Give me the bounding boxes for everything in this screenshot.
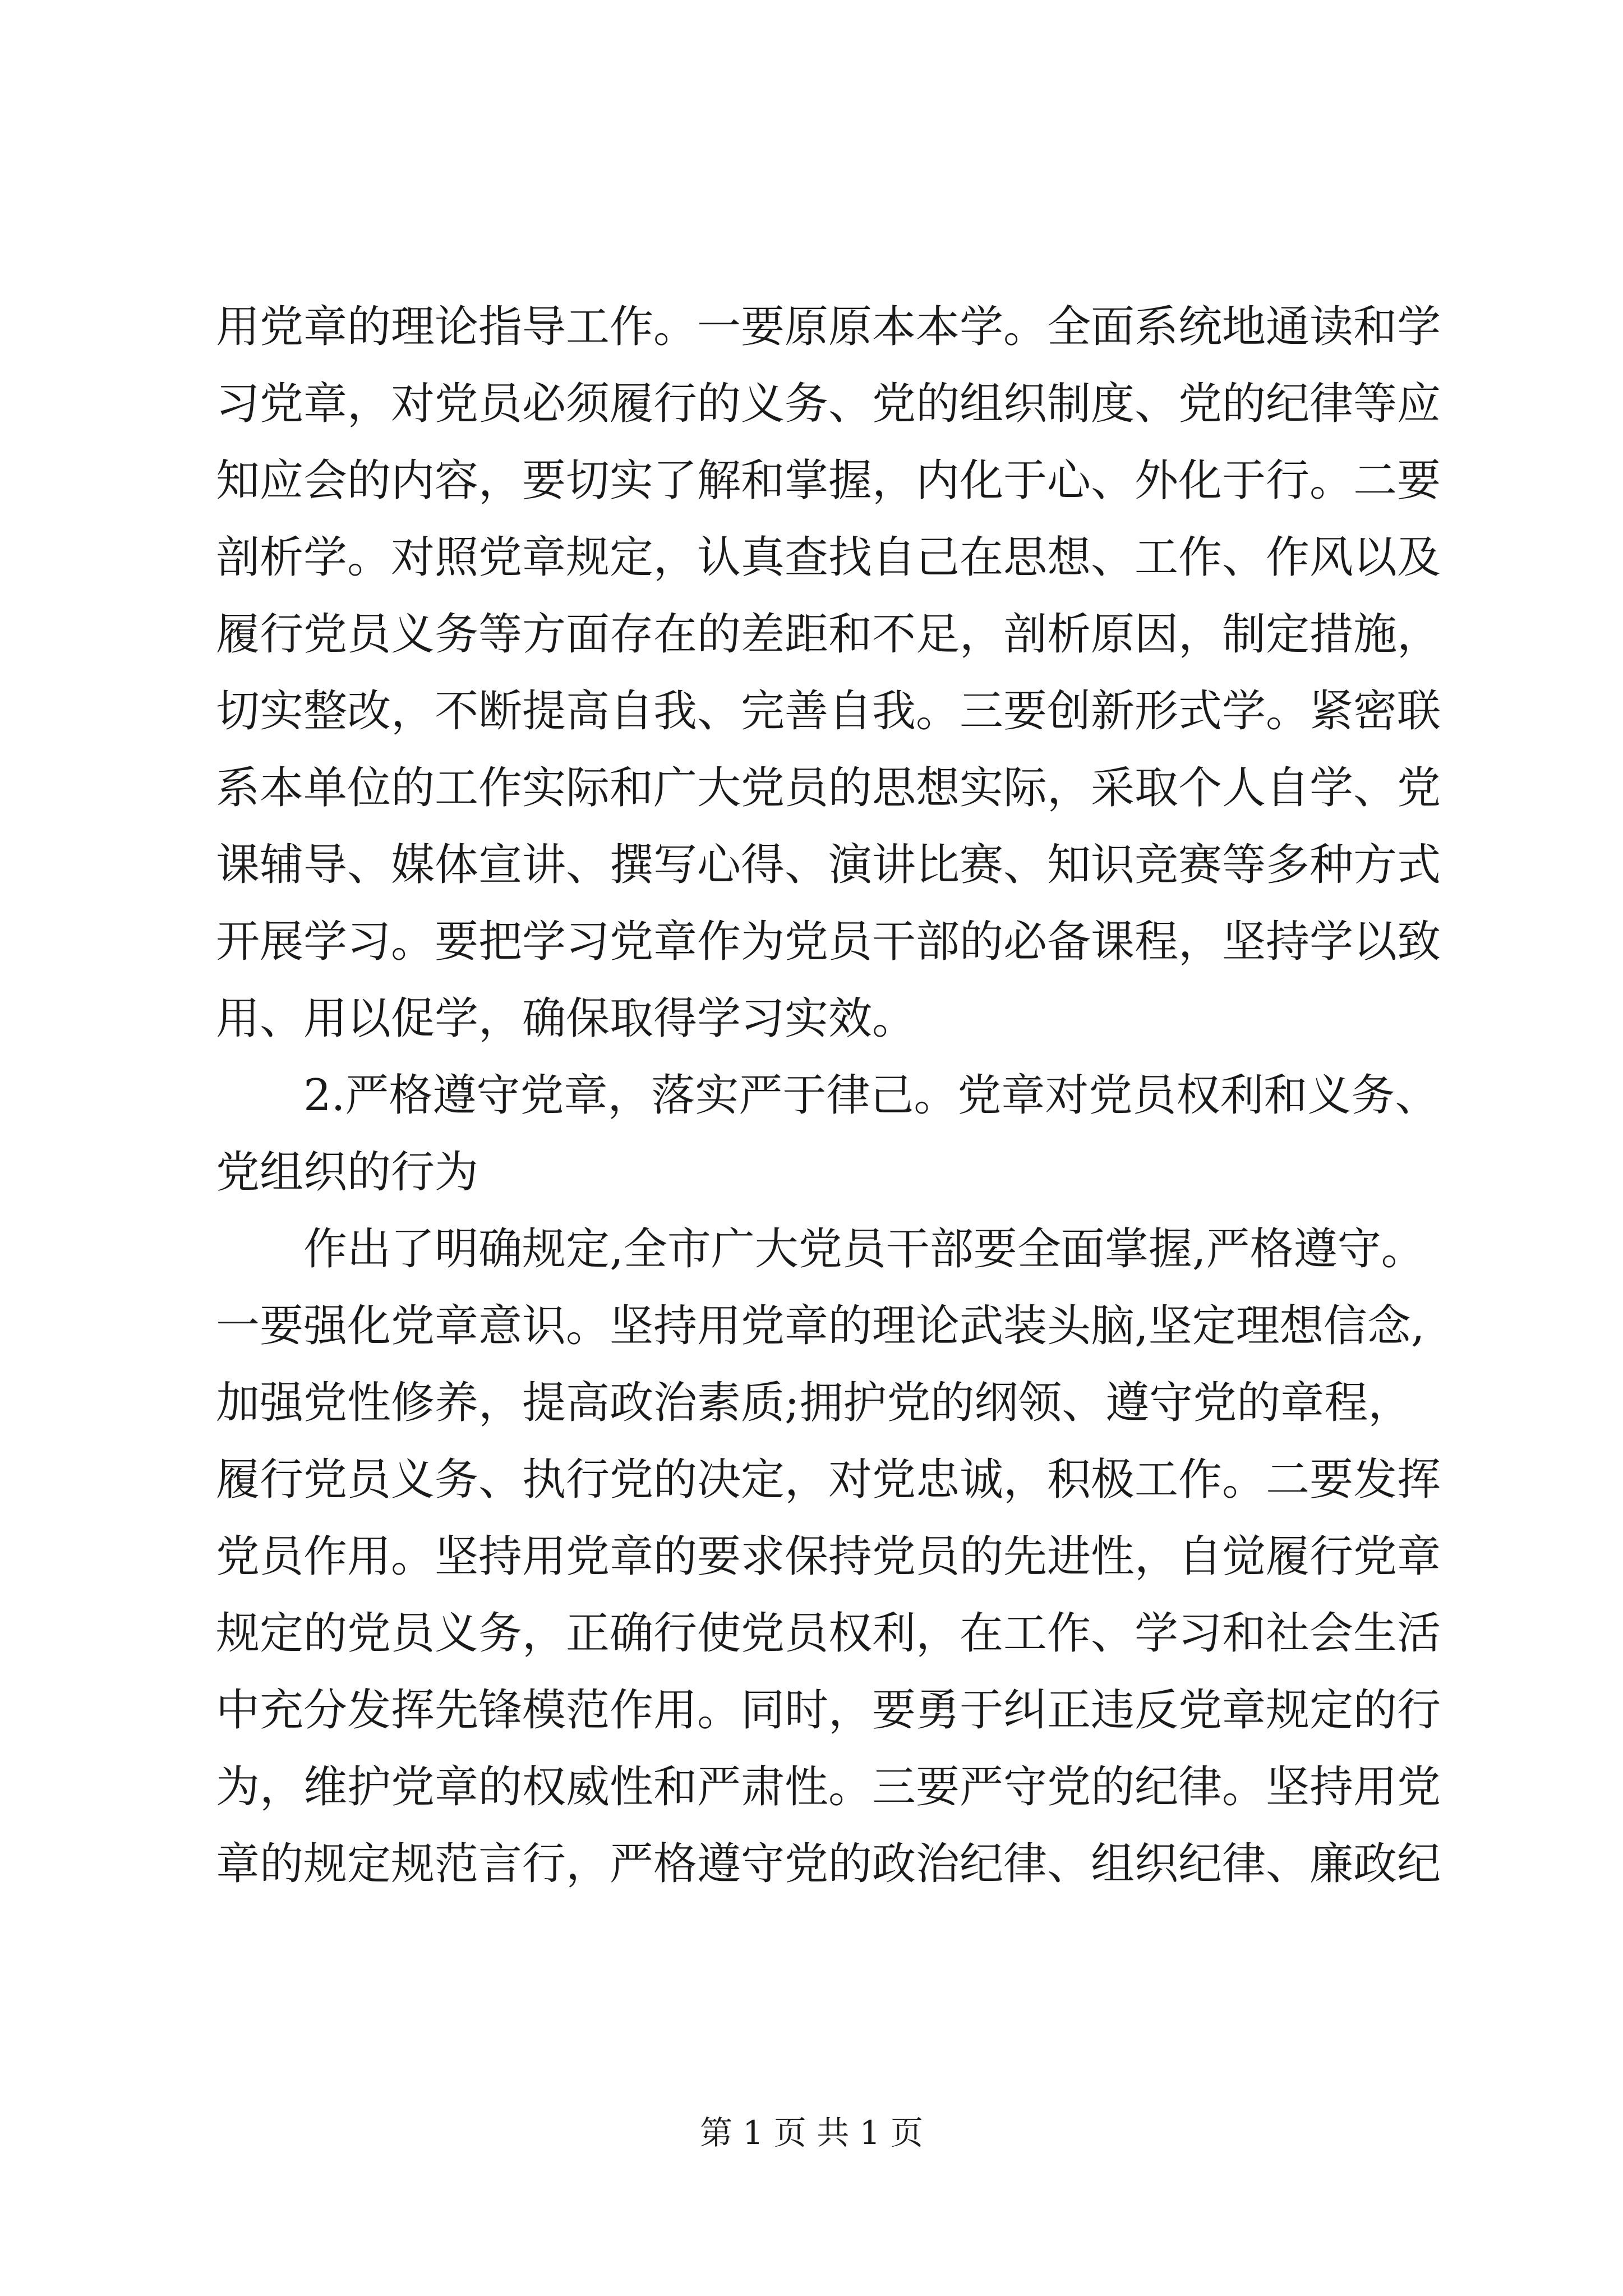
text-line: 一要强化党章意识。坚持用党章的理论武装头脑,坚定理想信念, <box>216 1301 1425 1351</box>
text-line: 规定的党员义务，正确行使党员权利，在工作、学习和社会生活 <box>216 1608 1441 1659</box>
text-line: 知应会的内容，要切实了解和掌握，内化于心、外化于行。二要 <box>216 455 1441 506</box>
paragraph-2 <box>216 1057 1439 1211</box>
text-line: 章的规定规范言行，严格遵守党的政治纪律、组织纪律、廉政纪 <box>216 1839 1441 1889</box>
text-line: 2.严格遵守党章，落实严于律己。党章对党员权利和义务、 <box>216 1070 1439 1121</box>
text-line: 用、用以促学，确保取得学习实效。 <box>216 993 916 1044</box>
text-line: 党员作用。坚持用党章的要求保持党员的先进性，自觉履行党章 <box>216 1531 1441 1582</box>
text-line: 党组织的行为 <box>216 1147 479 1198</box>
paragraph-3 <box>216 1211 1441 1903</box>
text-line: 切实整改，不断提高自我、完善自我。三要创新形式学。紧密联 <box>216 686 1441 737</box>
text-line: 剖析学。对照党章规定，认真查找自己在思想、工作、作风以及 <box>216 532 1441 583</box>
text-line: 履行党员义务、执行党的决定，对党忠诚，积极工作。二要发挥 <box>216 1455 1441 1505</box>
text-line: 履行党员义务等方面存在的差距和不足，剖析原因，制定措施， <box>216 609 1441 660</box>
text-line: 系本单位的工作实际和广大党员的思想实际，采取个人自学、党 <box>216 763 1441 813</box>
text-line: 开展学习。要把学习党章作为党员干部的必备课程，坚持学以致 <box>216 917 1441 967</box>
text-line: 为，维护党章的权威性和严肃性。三要严守党的纪律。坚持用党 <box>216 1762 1441 1812</box>
page-number-label: 第 1 页 共 1 页 <box>700 2114 923 2152</box>
text-line: 习党章，对党员必须履行的义务、党的组织制度、党的纪律等应 <box>216 379 1441 429</box>
document-body <box>216 289 1441 1903</box>
text-line: 作出了明确规定,全市广大党员干部要全面掌握,严格遵守。 <box>216 1224 1425 1274</box>
page-footer <box>0 2106 1623 2154</box>
paragraph-1 <box>216 289 1441 1057</box>
text-line: 加强党性修养，提高政治素质;拥护党的纲领、遵守党的章程， <box>216 1378 1412 1428</box>
text-line: 中充分发挥先锋模范作用。同时，要勇于纠正违反党章规定的行 <box>216 1685 1441 1736</box>
text-line: 课辅导、媒体宣讲、撰写心得、演讲比赛、知识竞赛等多种方式 <box>216 840 1441 890</box>
text-line: 用党章的理论指导工作。一要原原本本学。全面系统地通读和学 <box>216 302 1441 352</box>
